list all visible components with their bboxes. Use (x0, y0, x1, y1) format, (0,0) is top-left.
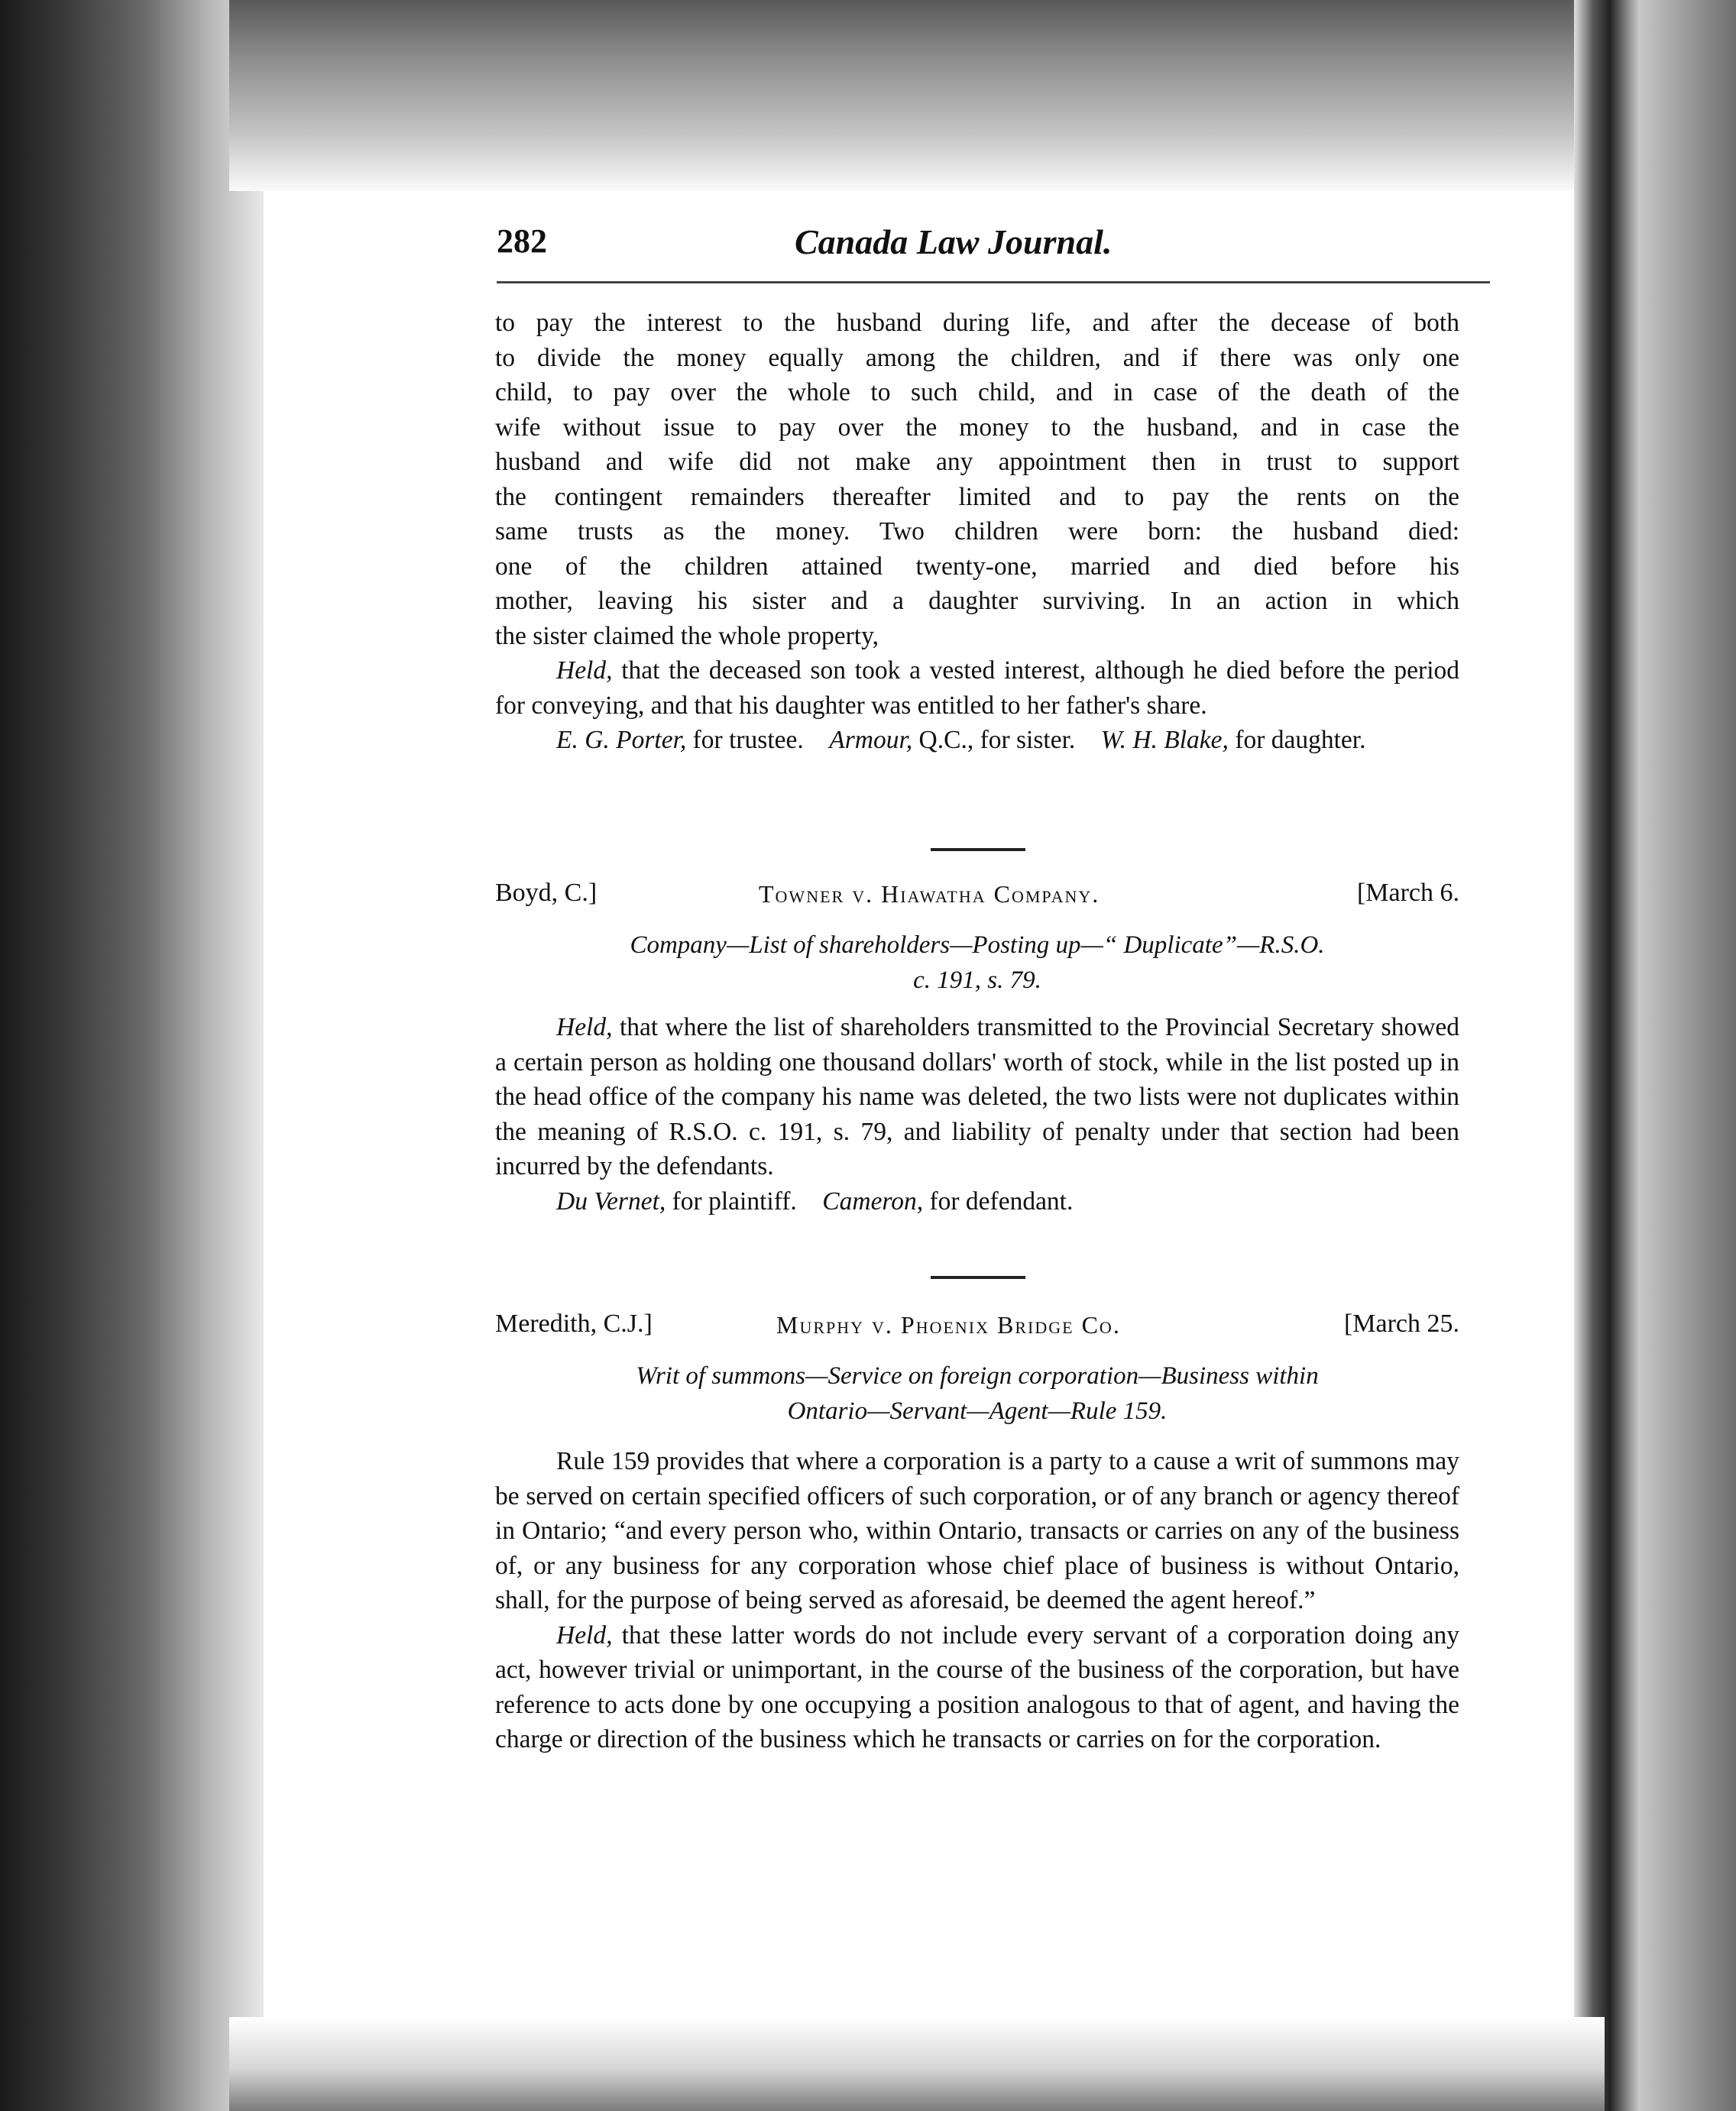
held-label: Held, (556, 1013, 613, 1041)
case3-header (495, 1310, 1459, 1348)
case2-held-text: that where the list of shareholders transmitted to the Provincial Secretary showed a certain person as holding one thousand dollars' worth of stock, while in the list posted up in the head office of the company his name was deleted, the two lists were not duplicates within the meaning of R.S.O. c. 191, s. 79, and liability of penalty under that section had been incurred by the defendants. (495, 1013, 1460, 1180)
counsel-role: for trustee. (692, 726, 804, 754)
case1-line: same trusts as the money. Two children were born: the husband died: (495, 517, 1459, 546)
case3-subject (495, 1358, 1459, 1429)
counsel-name: E. G. Porter, (556, 726, 687, 754)
case1-line: husband and wife did not make any appointment then in trust to support (495, 448, 1459, 476)
case2-judge: Boyd, C.] (495, 879, 598, 907)
case3-holding (495, 1618, 1459, 1757)
case1-line: mother, leaving his sister and a daughter surviving. In an action in which (495, 587, 1459, 615)
subject-line: c. 191, s. 79. (913, 966, 1041, 994)
case1-holding (495, 653, 1459, 723)
counsel-name: Cameron, (822, 1187, 924, 1216)
case1-body (495, 306, 1459, 758)
case2-header (495, 879, 1459, 917)
case-separator (931, 1276, 1025, 1279)
case2-date: [March 6. (1356, 879, 1459, 907)
case2-body (495, 1010, 1459, 1219)
held-label: Held, (556, 656, 613, 685)
counsel-role: for daughter. (1235, 726, 1366, 754)
scan-binding-shadow (0, 0, 264, 2111)
counsel-role: Q.C., for sister. (918, 726, 1076, 754)
case2-holding (495, 1010, 1459, 1184)
case-separator (931, 848, 1025, 851)
case2-counsel (495, 1184, 1459, 1219)
page-number: 282 (497, 222, 547, 260)
counsel-name: Armour, (829, 726, 913, 754)
journal-title: Canada Law Journal. (795, 222, 1113, 261)
scan-bottom-shadow (229, 2017, 1605, 2111)
case1-line: to pay the interest to the husband during life, and after the decease of both (495, 309, 1459, 337)
case3-title: Murphy v. Phoenix Bridge Co. (776, 1311, 1121, 1339)
case3-held-text: that these latter words do not include every servant of a corporation doing any act, however trivial or unimportant, in the course of the business of the corporation, but have reference to acts done by one occupying a position analogous to that of agent, and having the charge or direction of the business which he transacts or carries on for the corporation. (495, 1620, 1459, 1753)
case1-line: wife without issue to pay over the money to the husband, and in case the (495, 413, 1459, 442)
case3-body (495, 1444, 1459, 1757)
subject-line: Company—List of shareholders—Posting up—“ Duplicate”—R.S.O. (630, 931, 1325, 959)
case1-line: the contingent remainders thereafter limited and to pay the rents on the (495, 482, 1459, 511)
counsel-role: for plaintiff. (672, 1187, 797, 1216)
case1-line: the sister claimed the whole property, (495, 621, 879, 650)
subject-line: Ontario—Servant—Agent—Rule 159. (787, 1397, 1168, 1425)
counsel-name: Du Vernet, (556, 1187, 666, 1216)
case1-line: child, to pay over the whole to such child, and in case of the death of the (495, 378, 1459, 406)
case2-subject (495, 928, 1459, 998)
subject-line: Writ of summons—Service on foreign corporation—Business within (636, 1362, 1319, 1390)
case3-rule-text: Rule 159 provides that where a corporation is a party to a cause a writ of summons may be served on certain specified officers of such corporation, or of any branch or agency thereof in Ontario; “and every person who, within Ontario, transacts or carries on any of the business of, or any business for any corporation whose chief place of business is without Ontario, shall, for the purpose of being served as aforesaid, be deemed the agent hereof.” (495, 1447, 1459, 1614)
case1-held-text: that the deceased son took a vested interest, although he died before the period for conveying, and that his daughter was entitled to her father's share. (495, 656, 1460, 720)
case1-line: one of the children attained twenty-one, married and died before his (495, 552, 1459, 581)
counsel-role: for defendant. (929, 1187, 1074, 1216)
scan-top-shadow (229, 0, 1612, 191)
held-label: Held, (556, 1620, 613, 1650)
case1-counsel (495, 723, 1459, 758)
scan-right-edge (1574, 0, 1736, 2111)
running-header (497, 222, 1452, 267)
case1-line: to divide the money equally among the children, and if there was only one (495, 343, 1459, 372)
counsel-name: W. H. Blake, (1100, 726, 1229, 754)
case2-title: Towner v. Hiawatha Company. (759, 880, 1100, 908)
case3-judge: Meredith, C.J.] (495, 1310, 653, 1338)
case3-date: [March 25. (1343, 1310, 1459, 1338)
header-rule (497, 281, 1490, 283)
